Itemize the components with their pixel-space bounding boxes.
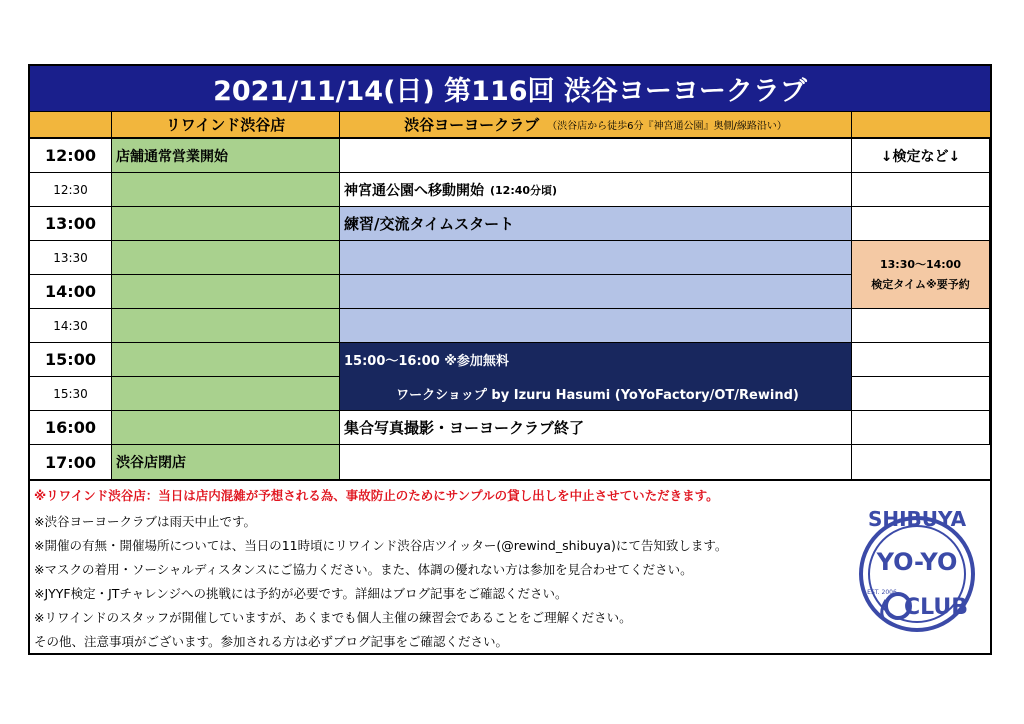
schedule-row-1700	[30, 445, 990, 481]
schedule-frame	[28, 64, 992, 655]
exam-label: 検定タイム※要予約	[871, 277, 970, 291]
club-cell-subtext: (12:40分頃)	[490, 183, 558, 197]
time-cell: 15:00	[30, 343, 112, 377]
side-cell: ↓検定など↓	[852, 139, 990, 173]
club-cell-text: 神宮通公園へ移動開始	[344, 182, 484, 199]
side-cell	[852, 207, 990, 241]
club-cell	[340, 173, 852, 207]
side-cell	[852, 309, 990, 343]
side-cell	[852, 445, 990, 481]
shibuya-yoyo-club-logo	[856, 502, 978, 640]
note-item: ※JYYF検定・JTチャレンジへの挑戦には予約が必要です。詳細はブログ記事をご確認ください。	[34, 586, 568, 601]
workshop-title-cell: ワークショップ by Izuru Hasumi (YoYoFactory/OT/Rewind)	[340, 377, 852, 411]
time-cell: 15:30	[30, 377, 112, 411]
club-cell	[340, 139, 852, 173]
side-cell	[852, 343, 990, 377]
exam-time-cell	[852, 241, 990, 309]
schedule-row-1430	[30, 309, 990, 343]
exam-time: 13:30～14:00	[879, 257, 962, 271]
store-cell	[112, 207, 340, 241]
schedule-row-1530	[30, 377, 990, 411]
time-cell: 13:30	[30, 241, 112, 275]
logo-text-est: EST. 2006	[867, 589, 897, 596]
schedule-row-1600	[30, 411, 990, 445]
page-title: 2021/11/14(日) 第116回 渋谷ヨーヨークラブ	[30, 66, 990, 112]
side-cell	[852, 377, 990, 411]
time-cell: 12:30	[30, 173, 112, 207]
logo-text-shibuya: SHIBUYA	[867, 507, 967, 531]
club-cell: 練習/交流タイムスタート	[340, 207, 852, 241]
time-cell: 12:00	[30, 139, 112, 173]
store-cell	[112, 173, 340, 207]
logo-text-yoyo: YO-YO	[876, 548, 958, 576]
store-cell	[112, 241, 340, 275]
store-cell: 店舗通常営業開始	[112, 139, 340, 173]
club-cell	[340, 241, 852, 275]
time-cell: 14:00	[30, 275, 112, 309]
club-cell	[340, 445, 852, 481]
schedule-row-1330	[30, 241, 990, 275]
store-cell	[112, 343, 340, 377]
time-cell: 13:00	[30, 207, 112, 241]
note-item: ※開催の有無・開催場所については、当日の11時頃にリワインド渋谷店ツイッター(@rewind_shibuya)にて告知致します。	[34, 538, 728, 553]
time-cell: 17:00	[30, 445, 112, 481]
store-cell	[112, 411, 340, 445]
schedule-row-1200	[30, 139, 990, 173]
side-cell	[852, 173, 990, 207]
schedule-row-1300	[30, 207, 990, 241]
schedule-row-1500	[30, 343, 990, 377]
header-club-note: （渋谷店から徒歩6分『神宮通公園』奥側/線路沿い）	[547, 121, 787, 132]
schedule-row-1230	[30, 173, 990, 207]
club-cell: 集合写真撮影・ヨーヨークラブ終了	[340, 411, 852, 445]
header-side	[852, 112, 990, 139]
time-cell: 14:30	[30, 309, 112, 343]
warning-note: ※リワインド渋谷店：当日は店内混雑が予想される為、事故防止のためにサンプルの貸し出しを中止させていただきます。	[34, 488, 719, 503]
header-club	[340, 112, 852, 139]
header-time	[30, 112, 112, 139]
note-item: ※マスクの着用・ソーシャルディスタンスにご協力ください。また、体調の優れない方は参加を見合わせてください。	[34, 562, 693, 577]
club-cell	[340, 275, 852, 309]
schedule-row-1400	[30, 275, 990, 309]
store-cell: 渋谷店閉店	[112, 445, 340, 481]
workshop-time-cell: 15:00～16:00 ※参加無料	[340, 343, 852, 377]
note-item: ※渋谷ヨーヨークラブは雨天中止です。	[34, 514, 256, 529]
side-cell	[852, 411, 990, 445]
note-item: その他、注意事項がございます。参加される方は必ずブログ記事をご確認ください。	[34, 634, 509, 649]
logo-text-club: CLUB	[903, 595, 969, 620]
time-cell: 16:00	[30, 411, 112, 445]
note-item: ※リワインドのスタッフが開催していますが、あくまでも個人主催の練習会であることをご理解ください。	[34, 610, 632, 625]
store-cell	[112, 275, 340, 309]
store-cell	[112, 309, 340, 343]
club-cell	[340, 309, 852, 343]
store-cell	[112, 377, 340, 411]
header-store: リワインド渋谷店	[112, 112, 340, 139]
header-club-label: 渋谷ヨーヨークラブ	[404, 116, 540, 134]
